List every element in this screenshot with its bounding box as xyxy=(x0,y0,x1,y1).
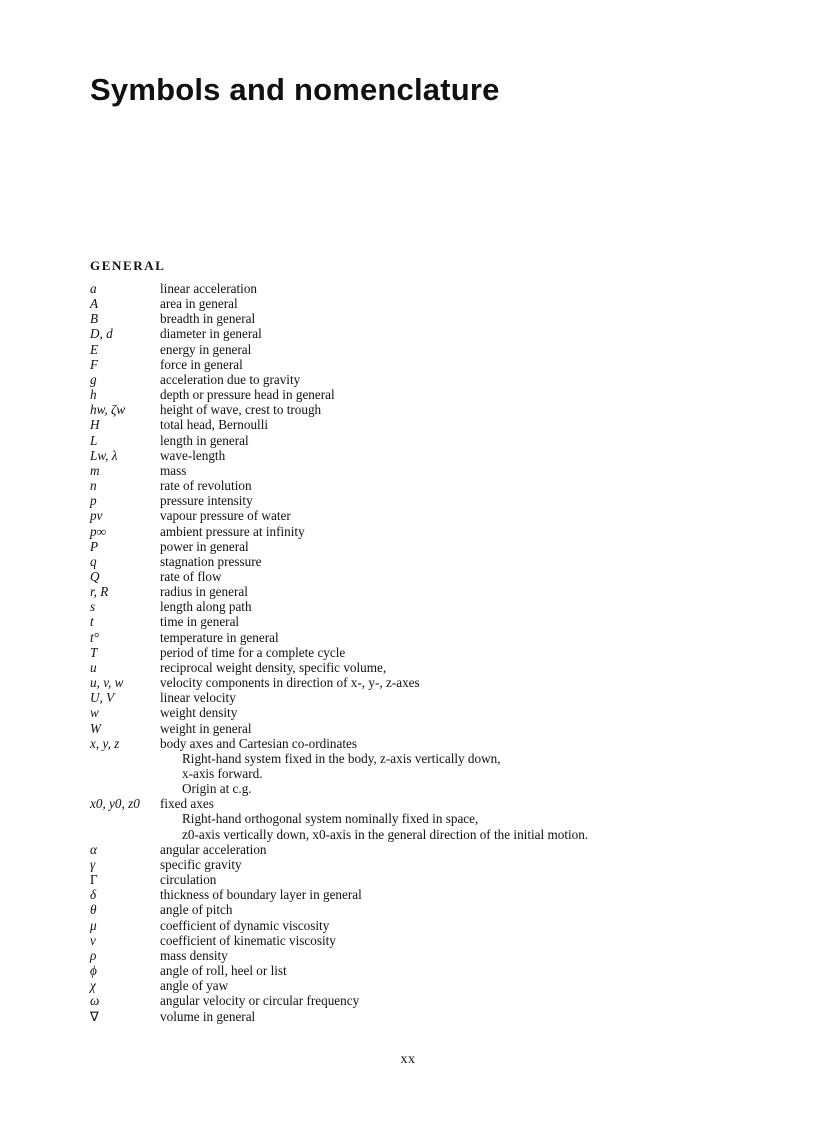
symbol-entry xyxy=(90,402,730,417)
symbol-description: time in general xyxy=(160,614,240,630)
symbol: h xyxy=(90,387,97,403)
symbol-description: rate of flow xyxy=(160,568,222,584)
symbol-description: temperature in general xyxy=(160,629,279,645)
symbol-entry xyxy=(90,584,730,599)
symbol-description: weight in general xyxy=(160,720,252,736)
page-title: Symbols and nomenclature xyxy=(90,72,500,107)
symbol-entry xyxy=(90,281,730,296)
symbol-entry xyxy=(90,842,730,857)
symbol-description: coefficient of kinematic viscosity xyxy=(160,932,336,948)
symbol-description: area in general xyxy=(160,296,238,312)
symbol-entry xyxy=(90,433,730,448)
symbol: α xyxy=(90,841,97,857)
symbol-description: ambient pressure at infinity xyxy=(160,523,305,539)
symbol-description: fixed axes xyxy=(160,796,214,812)
symbol-entry xyxy=(90,630,730,645)
symbol-entry xyxy=(90,614,730,629)
symbol: w xyxy=(90,705,99,721)
symbol-description: breadth in general xyxy=(160,311,256,327)
symbol-entry xyxy=(90,902,730,917)
symbol-entry xyxy=(90,660,730,675)
symbol-description: linear velocity xyxy=(160,690,236,706)
symbol: θ xyxy=(90,902,97,918)
symbol: x0, y0, z0 xyxy=(90,796,140,812)
symbol: a xyxy=(90,281,97,296)
symbol-entry xyxy=(90,478,730,493)
symbol-description: power in general xyxy=(160,538,249,554)
symbol: H xyxy=(90,417,100,433)
symbol-entry xyxy=(90,857,730,872)
body-axes-note: Right-hand system fixed in the body, z-axis vertically down, xyxy=(182,750,501,766)
symbol-description: force in general xyxy=(160,356,243,372)
symbol: m xyxy=(90,462,100,478)
symbol-description: pressure intensity xyxy=(160,493,253,509)
symbol-entry xyxy=(90,675,730,690)
symbol-description: length in general xyxy=(160,432,249,448)
fixed-axes-note: Right-hand orthogonal system nominally fixed in space, xyxy=(182,811,479,827)
symbol: t° xyxy=(90,629,99,645)
symbol-entry xyxy=(90,963,730,978)
symbol-description: angular acceleration xyxy=(160,841,267,857)
symbol-description: mass xyxy=(160,462,187,478)
symbol-entry xyxy=(90,342,730,357)
section-heading: GENERAL xyxy=(90,258,166,273)
symbol: g xyxy=(90,371,97,387)
symbol: μ xyxy=(90,917,97,933)
symbol-entry xyxy=(90,721,730,736)
symbol: u, v, w xyxy=(90,675,124,691)
symbol-description: energy in general xyxy=(160,341,252,357)
symbol: γ xyxy=(90,856,96,872)
symbol-description: thickness of boundary layer in general xyxy=(160,887,362,903)
symbol-description: angle of pitch xyxy=(160,902,233,918)
symbol: U, V xyxy=(90,690,115,706)
symbol: pv xyxy=(90,508,103,524)
symbol: hw, ζw xyxy=(90,402,126,418)
symbol-entry xyxy=(90,508,730,523)
symbol-entry xyxy=(90,387,730,402)
symbol-entry xyxy=(90,326,730,341)
symbol-description: body axes and Cartesian co-ordinates xyxy=(160,735,358,751)
symbol: t xyxy=(90,614,94,630)
symbol-description: length along path xyxy=(160,599,252,615)
symbol-description: total head, Bernoulli xyxy=(160,417,269,433)
symbol-description: radius in general xyxy=(160,584,248,600)
symbol: q xyxy=(90,553,97,569)
symbol-entry xyxy=(90,645,730,660)
symbol-description: coefficient of dynamic viscosity xyxy=(160,917,330,933)
symbol: x, y, z xyxy=(90,735,120,751)
symbol-description: wave-length xyxy=(160,447,226,463)
symbol-description: stagnation pressure xyxy=(160,553,262,569)
symbol-description: reciprocal weight density, specific volume, xyxy=(160,659,387,675)
symbol: D, d xyxy=(90,326,113,342)
symbol-description: mass density xyxy=(160,947,228,963)
symbol: ϕ xyxy=(90,963,97,979)
symbol-entry xyxy=(90,1009,730,1024)
symbol-entry xyxy=(90,554,730,569)
symbol-entry xyxy=(90,993,730,1008)
symbol-entry xyxy=(90,539,730,554)
symbol-entry xyxy=(90,948,730,963)
symbol: Lw, λ xyxy=(90,447,118,463)
symbol-description: acceleration due to gravity xyxy=(160,371,301,387)
symbol-description: depth or pressure head in general xyxy=(160,387,335,403)
symbol-description: angle of yaw xyxy=(160,978,229,994)
page-number: xx xyxy=(400,1052,416,1067)
symbol-description: linear acceleration xyxy=(160,281,258,296)
symbol: δ xyxy=(90,887,97,903)
body-axes-note: x-axis forward. xyxy=(182,766,263,781)
symbol-description: volume in general xyxy=(160,1008,256,1024)
symbol: χ xyxy=(90,978,96,994)
symbol-entry xyxy=(90,372,730,387)
symbol-entry-fixed-axes xyxy=(90,796,730,811)
symbol-description: angular velocity or circular frequency xyxy=(160,993,360,1009)
symbol-entry xyxy=(90,705,730,720)
symbol-entry xyxy=(90,690,730,705)
symbol-description: vapour pressure of water xyxy=(160,508,291,524)
symbol: ω xyxy=(90,993,100,1009)
symbol-entry xyxy=(90,448,730,463)
symbol-description: period of time for a complete cycle xyxy=(160,644,346,660)
symbol-entry xyxy=(90,463,730,478)
symbol: ∇ xyxy=(90,1008,99,1024)
symbol-entry xyxy=(90,933,730,948)
symbol: W xyxy=(90,720,101,736)
symbol: T xyxy=(90,644,98,660)
symbol-description: angle of roll, heel or list xyxy=(160,963,287,979)
symbol: p xyxy=(90,493,97,509)
symbol: r, R xyxy=(90,584,109,600)
symbol: Q xyxy=(90,568,100,584)
symbol: ρ xyxy=(90,947,97,963)
symbol-description: circulation xyxy=(160,872,217,888)
symbol: E xyxy=(90,341,99,357)
symbol: s xyxy=(90,599,96,615)
symbol: n xyxy=(90,478,97,494)
symbol-list xyxy=(90,281,730,1024)
symbol: p∞ xyxy=(90,523,106,539)
symbol-entry xyxy=(90,417,730,432)
symbol-description: diameter in general xyxy=(160,326,262,342)
symbol: ν xyxy=(90,932,96,948)
symbol-entry xyxy=(90,599,730,614)
symbol-entry xyxy=(90,524,730,539)
symbol-entry xyxy=(90,357,730,372)
symbol-entry xyxy=(90,311,730,326)
symbol-entry xyxy=(90,872,730,887)
symbol-entry xyxy=(90,736,730,751)
symbol: F xyxy=(90,356,99,372)
symbol: A xyxy=(90,296,99,312)
symbol-description: height of wave, crest to trough xyxy=(160,402,322,418)
symbol-description: velocity components in direction of x-, y-, z-axes xyxy=(160,675,420,691)
fixed-axes-note: z0-axis vertically down, x0-axis in the general direction of the initial motion. xyxy=(182,826,589,842)
symbol-entry xyxy=(90,569,730,584)
symbol-entry xyxy=(90,296,730,311)
symbol-entry xyxy=(90,918,730,933)
symbol-description: specific gravity xyxy=(160,856,242,872)
symbol-description: rate of revolution xyxy=(160,478,252,494)
symbol-entry xyxy=(90,493,730,508)
symbol: L xyxy=(90,432,98,448)
symbol-entry xyxy=(90,978,730,993)
symbol-description: weight density xyxy=(160,705,238,721)
symbol: P xyxy=(90,538,99,554)
symbol-entry xyxy=(90,887,730,902)
body-axes-note: Origin at c.g. xyxy=(182,781,252,797)
symbol: u xyxy=(90,659,97,675)
symbol: Γ xyxy=(90,872,98,888)
symbol: B xyxy=(90,311,99,327)
